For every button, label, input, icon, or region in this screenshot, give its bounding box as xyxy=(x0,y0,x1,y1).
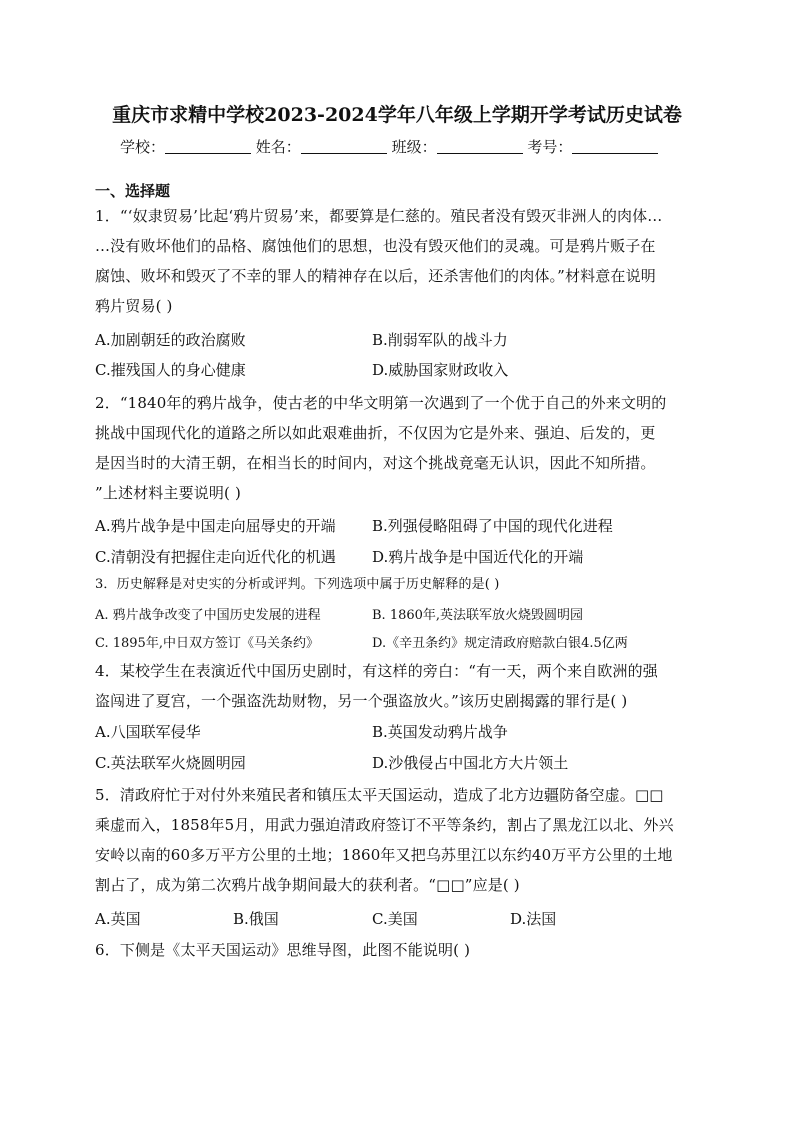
question-text-line: …没有败坏他们的品格、腐蚀他们的思想，也没有毁灭他们的灵魂。可是鸦片贩子在 xyxy=(95,237,656,255)
school-blank xyxy=(165,139,251,154)
exam-no-label: 考号： xyxy=(527,138,573,156)
question-text-line: 4．某校学生在表演近代中国历史剧时，有这样的旁白：“有一天，两个来自欧洲的强 xyxy=(95,662,658,680)
question-4-option-b: B.英国发动鸦片战争 xyxy=(372,723,508,741)
question-text-line: 挑战中国现代化的道路之所以如此艰难曲折，不仅因为它是外来、强迫、后发的，更 xyxy=(95,424,656,442)
question-1-stem xyxy=(95,201,700,321)
name-blank xyxy=(301,139,387,154)
class-label: 班级： xyxy=(391,138,437,156)
question-2-option-c: C.清朝没有把握住走向近代化的机遇 xyxy=(95,548,336,566)
question-text-line: 腐蚀、败坏和毁灭了不幸的罪人的精神存在以后，还杀害他们的肉体。”材料意在说明 xyxy=(95,267,656,285)
question-2-option-a: A.鸦片战争是中国走向屈辱史的开端 xyxy=(95,517,336,535)
exam-title: 重庆市求精中学校2023-2024学年八年级上学期开学考试历史试卷 xyxy=(112,104,682,126)
question-text-line: 是因当时的大清王朝，在相当长的时间内，对这个挑战竟毫无认识，因此不知所措。 xyxy=(95,454,656,472)
question-text-line: 乘虚而入，1858年5月，用武力强迫清政府签订不平等条约，割占了黑龙江以北、外兴 xyxy=(95,816,674,834)
question-4-option-a: A.八国联军侵华 xyxy=(95,723,201,741)
question-3-stem xyxy=(95,570,700,600)
question-5-option-a: A.英国 xyxy=(95,910,141,928)
question-1-option-b: B.削弱军队的战斗力 xyxy=(372,331,508,349)
question-4-stem xyxy=(95,656,700,716)
question-4-option-d: D.沙俄侵占中国北方大片领土 xyxy=(372,754,569,772)
question-text-line: 鸦片贸易( ) xyxy=(95,297,173,315)
section-heading: 一、选择题 xyxy=(95,182,171,200)
question-text-line: 2．“1840年的鸦片战争，使古老的中华文明第一次遇到了一个优于自己的外来文明的 xyxy=(95,394,667,412)
question-3-option-d: D.《辛丑条约》规定清政府赔款白银4.5亿两 xyxy=(372,636,628,651)
question-2-option-d: D.鸦片战争是中国近代化的开端 xyxy=(372,548,584,566)
student-info-row xyxy=(120,136,720,157)
question-text-line: 6．下侧是《太平天国运动》思维导图，此图不能说明( ) xyxy=(95,941,471,959)
question-text-line: 5．清政府忙于对付外来殖民者和镇压太平天国运动，造成了北方边疆防备空虚。□□ xyxy=(95,786,664,804)
question-1-option-d: D.威胁国家财政收入 xyxy=(372,361,509,379)
question-3-option-a: A. 鸦片战争改变了中国历史发展的进程 xyxy=(95,608,321,623)
question-5-option-c: C.美国 xyxy=(372,910,418,928)
question-2-option-b: B.列强侵略阻碍了中国的现代化进程 xyxy=(372,517,613,535)
question-text-line: 安岭以南的60多万平方公里的土地；1860年又把乌苏里江以东约40万平方公里的土地 xyxy=(95,846,673,864)
question-3-option-b: B. 1860年,英法联军放火烧毁圆明园 xyxy=(372,608,584,623)
question-text-line: 3．历史解释是对史实的分析或评判。下列选项中属于历史解释的是( ) xyxy=(95,577,500,592)
name-label: 姓名： xyxy=(255,138,301,156)
question-text-line: 盗闯进了夏宫，一个强盗洗劫财物，另一个强盗放火。”该历史剧揭露的罪行是( ) xyxy=(95,692,628,710)
question-6-stem xyxy=(95,935,700,965)
question-text-line: ”上述材料主要说明( ) xyxy=(95,484,241,502)
question-5-option-d: D.法国 xyxy=(510,910,557,928)
school-label: 学校： xyxy=(120,138,166,156)
question-text-line: 1．“‘奴隶贸易’比起‘鸦片贸易’来，都要算是仁慈的。殖民者没有毁灭非洲人的肉体… xyxy=(95,207,663,225)
question-1-option-c: C.摧残国人的身心健康 xyxy=(95,361,246,379)
class-blank xyxy=(437,139,523,154)
question-1-option-a: A.加剧朝廷的政治腐败 xyxy=(95,331,246,349)
question-3-option-c: C. 1895年,中日双方签订《马关条约》 xyxy=(95,636,319,651)
question-5-option-b: B.俄国 xyxy=(233,910,279,928)
question-2-stem xyxy=(95,388,700,508)
question-5-stem xyxy=(95,780,700,900)
question-4-option-c: C.英法联军火烧圆明园 xyxy=(95,754,246,772)
question-text-line: 割占了，成为第二次鸦片战争期间最大的获利者。“□□”应是( ) xyxy=(95,876,520,894)
exam-no-blank xyxy=(572,139,658,154)
